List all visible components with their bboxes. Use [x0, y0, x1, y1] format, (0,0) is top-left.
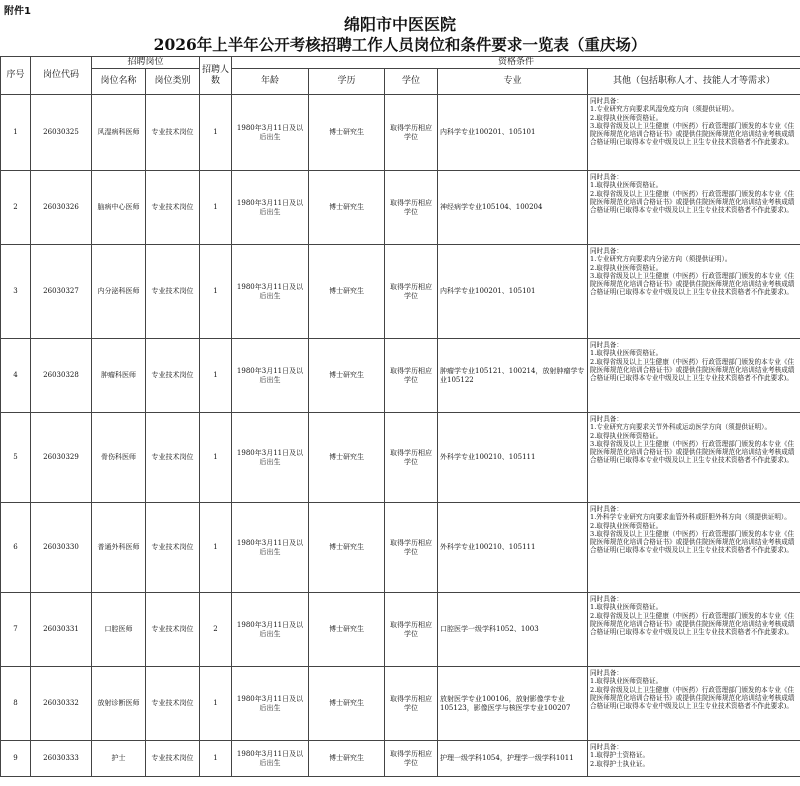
- cell-count: 2: [200, 593, 232, 667]
- requirement-line: 1.取得执业医师资格证。: [590, 181, 663, 190]
- cell-other-requirements: [588, 503, 800, 593]
- cell-other-requirements: [588, 171, 800, 245]
- header-count: 招聘人数: [200, 57, 232, 95]
- cell-other-requirements: [588, 413, 800, 503]
- requirement-line: 1.取得执业医师资格证。: [590, 677, 663, 686]
- requirement-line: 1.专业研究方向要求关节外科或运动医学方向（须提供证明）。: [590, 423, 772, 432]
- requirement-line: 2.取得省级及以上卫生健康（中医药）行政管理部门颁发的本专业《住院医师规范化培训合格证书》或提供住院医师规范化培训结业考核成绩合格证明(已取得本专业中级及以上卫生专业技术资格者不作此要求)。: [590, 611, 795, 637]
- document-title: 绵阳市中医医院: [343, 15, 456, 34]
- header-education: 学历: [309, 69, 385, 95]
- cell-seq: 1: [1, 95, 31, 171]
- cell-position-name: 肿瘤科医师: [92, 339, 146, 413]
- requirement-line: 同时具备：: [590, 341, 623, 349]
- cell-other-requirements: [588, 593, 800, 667]
- cell-major: 口腔医学一级学科1052、1003: [438, 593, 588, 667]
- cell-major: 外科学专业100210、105111: [438, 413, 588, 503]
- cell-major: 外科学专业100210、105111: [438, 503, 588, 593]
- header-position-type: 岗位类别: [146, 69, 200, 95]
- cell-major: 放射医学专业100106，放射影像学专业105123，影像医学与核医学专业100207: [438, 667, 588, 741]
- cell-education: 博士研究生: [309, 413, 385, 503]
- requirement-line: 2.取得执业医师资格证。: [590, 431, 663, 440]
- requirement-line: 1.外科学专业研究方向要求血管外科或肝胆外科方向（须提供证明）。: [590, 513, 791, 522]
- cell-code: 26030333: [31, 741, 92, 777]
- cell-other-requirements: [588, 95, 800, 171]
- cell-degree: 取得学历相应学位: [385, 245, 438, 339]
- cell-position-name: 放射诊断医师: [92, 667, 146, 741]
- cell-degree: 取得学历相应学位: [385, 95, 438, 171]
- cell-position-type: 专业技术岗位: [146, 171, 200, 245]
- cell-count: 1: [200, 503, 232, 593]
- cell-count: 1: [200, 667, 232, 741]
- cell-code: 26030325: [31, 95, 92, 171]
- requirement-line: 同时具备：: [590, 595, 623, 603]
- cell-count: 1: [200, 339, 232, 413]
- cell-seq: 6: [1, 503, 31, 593]
- requirement-line: 1.专业研究方向要求风湿免疫方向（须提供证明）。: [590, 105, 739, 114]
- cell-education: 博士研究生: [309, 503, 385, 593]
- cell-degree: 取得学历相应学位: [385, 503, 438, 593]
- cell-position-type: 专业技术岗位: [146, 667, 200, 741]
- cell-age: 1980年3月11日及以后出生: [232, 95, 309, 171]
- requirement-line: 2.取得省级及以上卫生健康（中医药）行政管理部门颁发的本专业《住院医师规范化培训合格证书》或提供住院医师规范化培训结业考核成绩合格证明(已取得本专业中级及以上卫生专业技术资格者不作此要求)。: [590, 685, 795, 711]
- cell-position-type: 专业技术岗位: [146, 593, 200, 667]
- header-code: 岗位代码: [31, 57, 92, 95]
- cell-position-name: 脑病中心医师: [92, 171, 146, 245]
- recruitment-table: [0, 56, 800, 777]
- cell-code: 26030328: [31, 339, 92, 413]
- cell-seq: 8: [1, 667, 31, 741]
- requirement-line: 1.取得执业医师资格证。: [590, 349, 663, 358]
- cell-education: 博士研究生: [309, 245, 385, 339]
- table-row: [1, 741, 800, 777]
- cell-age: 1980年3月11日及以后出生: [232, 413, 309, 503]
- cell-age: 1980年3月11日及以后出生: [232, 339, 309, 413]
- header-position-group: 招聘岗位: [92, 57, 200, 69]
- requirement-line: 同时具备：: [590, 743, 623, 751]
- header-conditions-group: 资格条件: [232, 57, 800, 69]
- cell-position-type: 专业技术岗位: [146, 245, 200, 339]
- table-row: [1, 593, 800, 667]
- cell-position-type: 专业技术岗位: [146, 95, 200, 171]
- cell-other-requirements: [588, 245, 800, 339]
- cell-position-type: 专业技术岗位: [146, 741, 200, 777]
- cell-other-requirements: [588, 741, 800, 777]
- cell-age: 1980年3月11日及以后出生: [232, 667, 309, 741]
- cell-other-requirements: [588, 667, 800, 741]
- cell-education: 博士研究生: [309, 339, 385, 413]
- table-row: [1, 245, 800, 339]
- cell-age: 1980年3月11日及以后出生: [232, 171, 309, 245]
- requirement-line: 2.取得执业医师资格证。: [590, 113, 663, 122]
- cell-age: 1980年3月11日及以后出生: [232, 503, 309, 593]
- cell-count: 1: [200, 413, 232, 503]
- cell-major: 神经病学专业105104、100204: [438, 171, 588, 245]
- cell-position-name: 内分泌科医师: [92, 245, 146, 339]
- cell-major: 护理一级学科1054，护理学一级学科1011: [438, 741, 588, 777]
- requirement-line: 2.取得省级及以上卫生健康（中医药）行政管理部门颁发的本专业《住院医师规范化培训合格证书》或提供住院医师规范化培训结业考核成绩合格证明(已取得本专业中级及以上卫生专业技术资格者不作此要求)。: [590, 357, 795, 383]
- cell-major: 内科学专业100201、105101: [438, 245, 588, 339]
- cell-age: 1980年3月11日及以后出生: [232, 741, 309, 777]
- header-major: 专业: [438, 69, 588, 95]
- cell-degree: 取得学历相应学位: [385, 171, 438, 245]
- cell-seq: 7: [1, 593, 31, 667]
- cell-education: 博士研究生: [309, 741, 385, 777]
- table-body: [1, 95, 800, 777]
- cell-code: 26030329: [31, 413, 92, 503]
- cell-education: 博士研究生: [309, 593, 385, 667]
- cell-degree: 取得学历相应学位: [385, 667, 438, 741]
- cell-code: 26030330: [31, 503, 92, 593]
- cell-degree: 取得学历相应学位: [385, 339, 438, 413]
- cell-education: 博士研究生: [309, 171, 385, 245]
- cell-age: 1980年3月11日及以后出生: [232, 245, 309, 339]
- table-row: [1, 171, 800, 245]
- table-row: [1, 95, 800, 171]
- cell-position-type: 专业技术岗位: [146, 339, 200, 413]
- cell-degree: 取得学历相应学位: [385, 413, 438, 503]
- requirement-line: 3.取得省级及以上卫生健康（中医药）行政管理部门颁发的本专业《住院医师规范化培训合格证书》或提供住院医师规范化培训结业考核成绩合格证明(已取得本专业中级及以上卫生专业技术资格者不作此要求)。: [590, 529, 795, 555]
- cell-position-name: 护士: [92, 741, 146, 777]
- cell-code: 26030327: [31, 245, 92, 339]
- requirement-line: 同时具备：: [590, 669, 623, 677]
- requirement-line: 3.取得省级及以上卫生健康（中医药）行政管理部门颁发的本专业《住院医师规范化培训合格证书》或提供住院医师规范化培训结业考核成绩合格证明(已取得本专业中级及以上卫生专业技术资格者不作此要求)。: [590, 121, 795, 147]
- requirement-line: 1.取得执业医师资格证。: [590, 603, 663, 612]
- cell-other-requirements: [588, 339, 800, 413]
- requirement-line: 1.取得护士资格证。: [590, 751, 650, 760]
- header-age: 年龄: [232, 69, 309, 95]
- requirement-line: 3.取得省级及以上卫生健康（中医药）行政管理部门颁发的本专业《住院医师规范化培训合格证书》或提供住院医师规范化培训结业考核成绩合格证明(已取得本专业中级及以上卫生专业技术资格者不作此要求)。: [590, 271, 795, 297]
- cell-position-name: 骨伤科医师: [92, 413, 146, 503]
- cell-degree: 取得学历相应学位: [385, 593, 438, 667]
- requirement-line: 2.取得护士执业证。: [590, 759, 650, 768]
- cell-education: 博士研究生: [309, 667, 385, 741]
- cell-seq: 5: [1, 413, 31, 503]
- cell-count: 1: [200, 741, 232, 777]
- table-row: [1, 503, 800, 593]
- cell-count: 1: [200, 245, 232, 339]
- header-other: 其他（包括职称人才、技能人才等需求）: [588, 69, 800, 95]
- cell-position-type: 专业技术岗位: [146, 503, 200, 593]
- cell-education: 博士研究生: [309, 95, 385, 171]
- cell-position-type: 专业技术岗位: [146, 413, 200, 503]
- document-subtitle: 2026年上半年公开考核招聘工作人员岗位和条件要求一览表（重庆场）: [153, 35, 647, 54]
- cell-code: 26030332: [31, 667, 92, 741]
- requirement-line: 同时具备：: [590, 505, 623, 513]
- requirement-line: 同时具备：: [590, 247, 623, 255]
- cell-degree: 取得学历相应学位: [385, 741, 438, 777]
- requirement-line: 同时具备：: [590, 97, 623, 105]
- cell-position-name: 风湿病科医师: [92, 95, 146, 171]
- requirement-line: 2.取得执业医师资格证。: [590, 263, 663, 272]
- cell-position-name: 普通外科医师: [92, 503, 146, 593]
- cell-count: 1: [200, 171, 232, 245]
- cell-seq: 2: [1, 171, 31, 245]
- requirement-line: 2.取得执业医师资格证。: [590, 521, 663, 530]
- requirement-line: 3.取得省级及以上卫生健康（中医药）行政管理部门颁发的本专业《住院医师规范化培训合格证书》或提供住院医师规范化培训结业考核成绩合格证明(已取得本专业中级及以上卫生专业技术资格者不作此要求)。: [590, 439, 795, 465]
- cell-code: 26030326: [31, 171, 92, 245]
- table-row: [1, 339, 800, 413]
- header-degree: 学位: [385, 69, 438, 95]
- requirement-line: 同时具备：: [590, 415, 623, 423]
- cell-count: 1: [200, 95, 232, 171]
- cell-age: 1980年3月11日及以后出生: [232, 593, 309, 667]
- cell-position-name: 口腔医师: [92, 593, 146, 667]
- cell-seq: 9: [1, 741, 31, 777]
- requirement-line: 2.取得省级及以上卫生健康（中医药）行政管理部门颁发的本专业《住院医师规范化培训合格证书》或提供住院医师规范化培训结业考核成绩合格证明(已取得本专业中级及以上卫生专业技术资格者不作此要求)。: [590, 189, 795, 215]
- cell-major: 内科学专业100201、105101: [438, 95, 588, 171]
- cell-major: 肿瘤学专业105121、100214，放射肿瘤学专业105122: [438, 339, 588, 413]
- cell-code: 26030331: [31, 593, 92, 667]
- header-seq: 序号: [1, 57, 31, 95]
- header-position-name: 岗位名称: [92, 69, 146, 95]
- requirement-line: 1.专业研究方向要求内分泌方向（须提供证明）。: [590, 255, 732, 264]
- table-row: [1, 667, 800, 741]
- table-row: [1, 413, 800, 503]
- cell-seq: 3: [1, 245, 31, 339]
- requirement-line: 同时具备：: [590, 173, 623, 181]
- cell-seq: 4: [1, 339, 31, 413]
- annex-label: 附件1: [4, 6, 31, 17]
